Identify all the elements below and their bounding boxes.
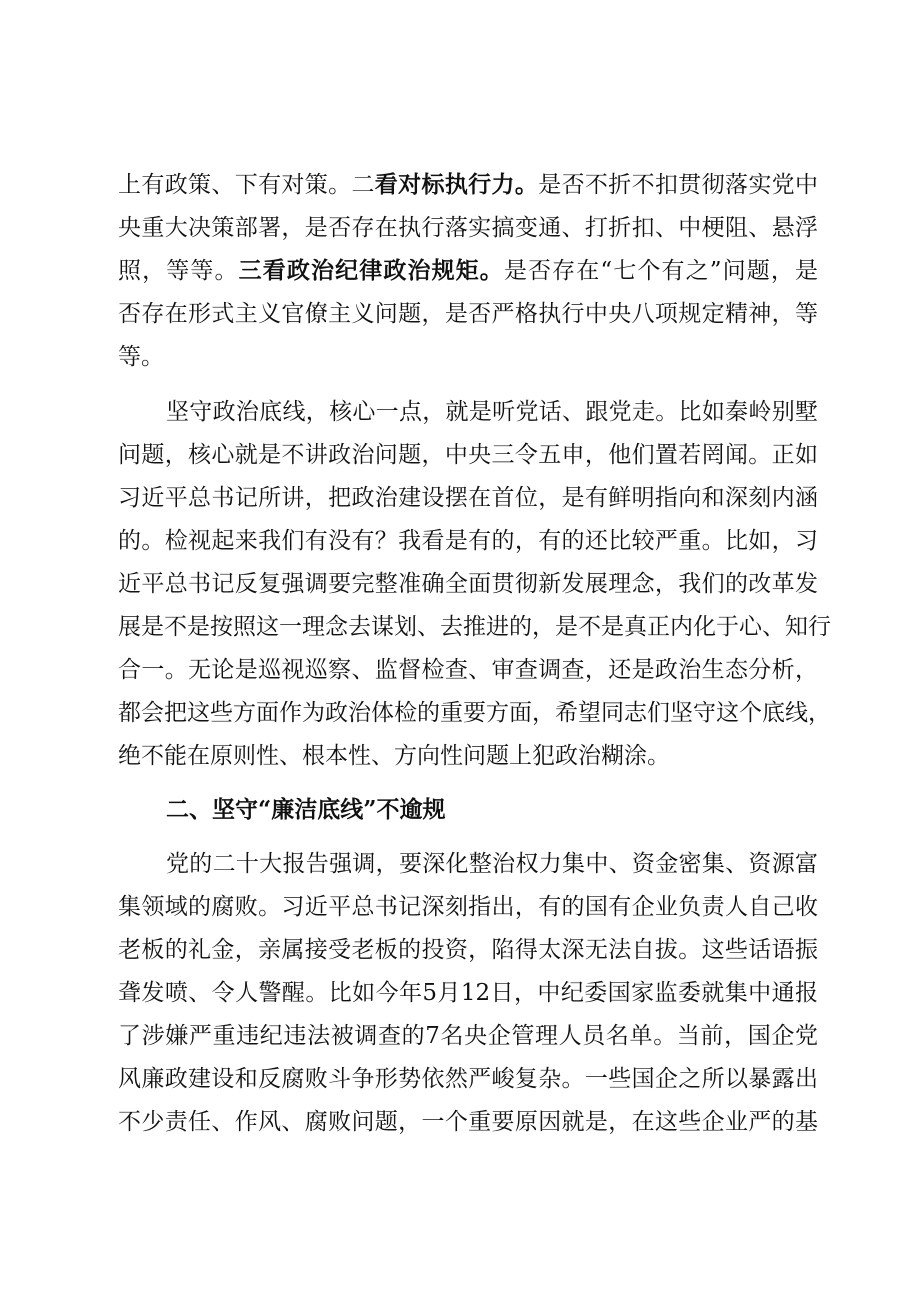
paragraph-1-line-5: 等。 (118, 344, 164, 370)
paragraph-2-line-2: 问题，核心就是不讲政治问题，中央三令五申，他们置若罔闻。正如 (118, 442, 818, 468)
paragraph-2-line-3: 习近平总书记所讲，把政治建设摆在首位，是有鲜明指向和深刻内涵 (118, 485, 818, 511)
text-run: 是否不折不扣贯彻落实党中 (538, 172, 819, 198)
paragraph-2-line-5: 近平总书记反复强调要完整准确全面贯彻新发展理念，我们的改革发 (118, 571, 818, 597)
paragraph-3-line-1: 党的二十大报告强调，要深化整治权力集中、资金密集、资源富 (166, 851, 818, 877)
paragraph-3-line-5: 了涉嫌严重违纪违法被调查的7名央企管理人员名单。当前，国企党 (118, 1023, 818, 1049)
paragraph-3-line-7: 不少责任、作风、腐败问题，一个重要原因就是，在这些企业严的基 (118, 1109, 818, 1135)
paragraph-3-line-4: 聋发喷、令人警醒。比如今年5月12日，中纪委国家监委就集中通报 (118, 980, 818, 1006)
paragraph-2-line-8: 都会把这些方面作为政治体检的重要方面，希望同志们坚守这个底线， (118, 700, 831, 726)
paragraph-3-line-3: 老板的礼金，亲属接受老板的投资，陷得太深无法自拔。这些话语振 (118, 937, 818, 963)
bold-emphasis: 三看政治纪律政治规矩。 (238, 257, 504, 284)
section-heading: 二、坚守“廉洁底线”不逾规 (166, 796, 446, 823)
paragraph-3-line-6: 风廉政建设和反腐败斗争形势依然严峻复杂。一些国企之所以暴露出 (118, 1066, 818, 1092)
text-run: 上有政策、下有对策。二 (118, 172, 375, 198)
paragraph-1-line-2: 央重大决策部署，是否存在执行落实搞变通、打折扣、中梗阻、悬浮 (118, 215, 818, 241)
text-run: 照，等等。 (118, 258, 239, 284)
paragraph-3-line-2: 集领域的腐败。习近平总书记深刻指出，有的国有企业负责人自己收 (118, 894, 818, 920)
bold-emphasis: 看对标执行力。 (374, 171, 539, 198)
paragraph-2-line-7: 合一。无论是巡视巡察、监督检查、审查调查，还是政治生态分析， (118, 657, 818, 683)
paragraph-2-line-1: 坚守政治底线，核心一点，就是听党话、跟党走。比如秦岭别墅 (166, 399, 818, 425)
paragraph-1-line-3 (118, 256, 818, 286)
paragraph-1-line-4: 否存在形式主义官僚主义问题，是否严格执行中央八项规定精神，等 (118, 301, 818, 327)
paragraph-2-line-4: 的。检视起来我们有没有？我看是有的，有的还比较严重。比如，习 (118, 528, 818, 554)
paragraph-2-line-9: 绝不能在原则性、根本性、方向性问题上犯政治糊涂。 (118, 743, 670, 769)
text-run: 是否存在“七个有之”问题，是 (503, 258, 819, 284)
paragraph-2-line-6: 展是不是按照这一理念去谋划、去推进的，是不是真正内化于心、知行 (118, 614, 831, 640)
paragraph-1-line-1 (118, 170, 818, 200)
